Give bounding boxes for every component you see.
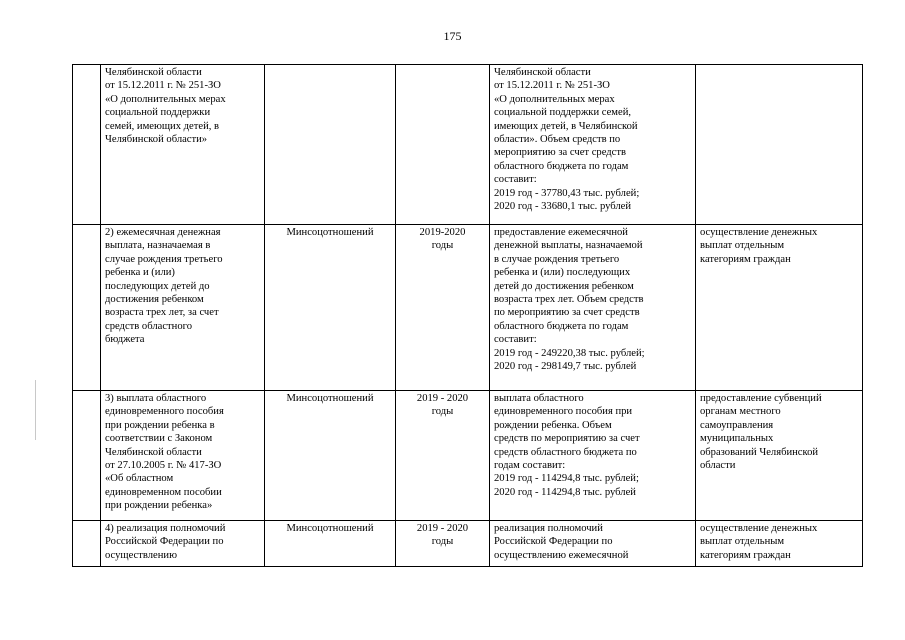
description-line: ребенка и (или) последующих bbox=[494, 267, 631, 279]
result-line: образований Челябинской bbox=[700, 446, 819, 458]
measure-line: единовременном пособии bbox=[105, 486, 222, 498]
program-measures-table bbox=[72, 64, 863, 567]
period-line: годы bbox=[431, 536, 454, 548]
table-row bbox=[73, 65, 863, 225]
measure-line: осуществлению bbox=[105, 549, 177, 561]
description-line: годам составит: bbox=[494, 460, 566, 472]
period-line: 2019 - 2020 bbox=[416, 393, 469, 404]
measure-cell bbox=[101, 225, 265, 391]
result-cell bbox=[696, 65, 863, 225]
result-line: области bbox=[700, 460, 736, 472]
result-line: выплат отдельным bbox=[700, 240, 785, 252]
result-line: выплат отдельным bbox=[700, 536, 785, 548]
executor-cell bbox=[265, 521, 396, 567]
result-cell bbox=[696, 391, 863, 521]
measure-line: социальной поддержки bbox=[105, 107, 211, 119]
result-line: осуществление денежных bbox=[700, 227, 818, 238]
period-line: годы bbox=[431, 240, 454, 252]
description-line: областного бюджета по годам bbox=[494, 160, 629, 172]
description-line: мероприятию за счет средств bbox=[494, 147, 626, 159]
description-cell bbox=[490, 65, 696, 225]
period-line: 2019-2020 bbox=[419, 227, 466, 238]
measure-cell bbox=[101, 521, 265, 567]
measure-line: «О дополнительных мерах bbox=[105, 93, 226, 105]
period-cell bbox=[396, 391, 490, 521]
result-line: органам местного bbox=[700, 406, 781, 418]
description-line: возраста трех лет. Объем средств bbox=[494, 294, 644, 306]
description-line: 2019 год - 37780,43 тыс. рублей; bbox=[494, 187, 640, 199]
row-number-cell bbox=[73, 391, 101, 521]
result-line: предоставление субвенций bbox=[700, 393, 822, 404]
measure-cell bbox=[101, 391, 265, 521]
result-line: осуществление денежных bbox=[700, 523, 818, 534]
description-line: 2019 год - 249220,38 тыс. рублей; bbox=[494, 347, 645, 359]
description-line: социальной поддержки семей, bbox=[494, 107, 632, 119]
measure-line: соответствии с Законом bbox=[105, 433, 213, 445]
measure-line: средств областного bbox=[105, 320, 193, 332]
table-row bbox=[73, 521, 863, 567]
measure-line: бюджета bbox=[105, 334, 145, 346]
description-line: составит: bbox=[494, 174, 537, 186]
description-line: Российской Федерации по bbox=[494, 536, 613, 548]
measure-line: выплата, назначаемая в bbox=[105, 240, 211, 252]
measure-cell bbox=[101, 65, 265, 225]
description-line: имеющих детей, в Челябинской bbox=[494, 120, 638, 132]
measure-line: Челябинской области bbox=[105, 446, 202, 458]
description-cell bbox=[490, 391, 696, 521]
description-line: выплата областного bbox=[494, 393, 584, 404]
measure-line: 3) выплата областного bbox=[105, 393, 207, 404]
measure-line: Челябинской области» bbox=[105, 134, 208, 146]
description-line: рождении ребенка. Объем bbox=[494, 419, 612, 431]
measure-line: семей, имеющих детей, в bbox=[105, 120, 220, 132]
description-line: «О дополнительных мерах bbox=[494, 93, 615, 105]
result-line: категориям граждан bbox=[700, 253, 791, 265]
result-line: самоуправления bbox=[700, 419, 774, 431]
description-line: средств по мероприятию за счет bbox=[494, 433, 640, 445]
description-line: в случае рождения третьего bbox=[494, 253, 620, 265]
result-line: категориям граждан bbox=[700, 549, 791, 561]
description-line: области». Объем средств по bbox=[494, 134, 621, 146]
measure-line: от 27.10.2005 г. № 417-ЗО bbox=[105, 460, 222, 472]
measure-line: Челябинской области bbox=[105, 67, 202, 78]
description-line: средств областного бюджета по bbox=[494, 446, 637, 458]
executor-cell bbox=[265, 65, 396, 225]
measure-line: единовременного пособия bbox=[105, 406, 224, 418]
period-line: 2019 - 2020 bbox=[416, 523, 469, 534]
description-line: от 15.12.2011 г. № 251-ЗО bbox=[494, 80, 610, 92]
description-line: детей до достижения ребенком bbox=[494, 280, 634, 292]
executor-text: Минсоцотношений bbox=[286, 393, 374, 404]
executor-text: Минсоцотношений bbox=[286, 523, 374, 534]
description-line: 2020 год - 33680,1 тыс. рублей bbox=[494, 201, 632, 213]
period-cell bbox=[396, 521, 490, 567]
measure-line: при рождении ребенка в bbox=[105, 419, 215, 431]
measure-line: достижения ребенком bbox=[105, 294, 204, 306]
description-line: составит: bbox=[494, 334, 537, 346]
description-line: Челябинской области bbox=[494, 67, 591, 78]
row-number-cell bbox=[73, 521, 101, 567]
measure-line: 2) ежемесячная денежная bbox=[105, 227, 221, 238]
table-row bbox=[73, 391, 863, 521]
measure-line: случае рождения третьего bbox=[105, 253, 223, 265]
table-row bbox=[73, 225, 863, 391]
description-line: 2020 год - 298149,7 тыс. рублей bbox=[494, 361, 637, 373]
description-cell bbox=[490, 521, 696, 567]
executor-cell bbox=[265, 225, 396, 391]
measure-line: при рождении ребенка» bbox=[105, 500, 213, 512]
period-cell bbox=[396, 225, 490, 391]
scan-margin-mark bbox=[35, 380, 36, 440]
page-number: 175 bbox=[443, 29, 462, 43]
measure-line: возраста трех лет, за счет bbox=[105, 307, 219, 319]
measure-line: «Об областном bbox=[105, 473, 174, 485]
result-cell bbox=[696, 521, 863, 567]
result-line: муниципальных bbox=[700, 433, 774, 445]
measure-line: 4) реализация полномочий bbox=[105, 523, 226, 534]
description-line: предоставление ежемесячной bbox=[494, 227, 628, 238]
description-line: осуществлению ежемесячной bbox=[494, 549, 629, 561]
row-number-cell bbox=[73, 65, 101, 225]
result-cell bbox=[696, 225, 863, 391]
measure-line: Российской Федерации по bbox=[105, 536, 224, 548]
measure-line: последующих детей до bbox=[105, 280, 210, 292]
measure-line: ребенка и (или) bbox=[105, 267, 175, 279]
description-cell bbox=[490, 225, 696, 391]
description-line: по мероприятию за счет средств bbox=[494, 307, 640, 319]
measure-line: от 15.12.2011 г. № 251-ЗО bbox=[105, 80, 221, 92]
period-cell bbox=[396, 65, 490, 225]
executor-cell bbox=[265, 391, 396, 521]
description-line: единовременного пособия при bbox=[494, 406, 633, 418]
description-line: денежной выплаты, назначаемой bbox=[494, 240, 643, 252]
executor-text: Минсоцотношений bbox=[286, 227, 374, 238]
description-line: 2019 год - 114294,8 тыс. рублей; bbox=[494, 473, 639, 485]
description-line: 2020 год - 114294,8 тыс. рублей bbox=[494, 486, 636, 498]
period-line: годы bbox=[431, 406, 454, 418]
description-line: областного бюджета по годам bbox=[494, 320, 629, 332]
description-line: реализация полномочий bbox=[494, 523, 603, 534]
row-number-cell bbox=[73, 225, 101, 391]
